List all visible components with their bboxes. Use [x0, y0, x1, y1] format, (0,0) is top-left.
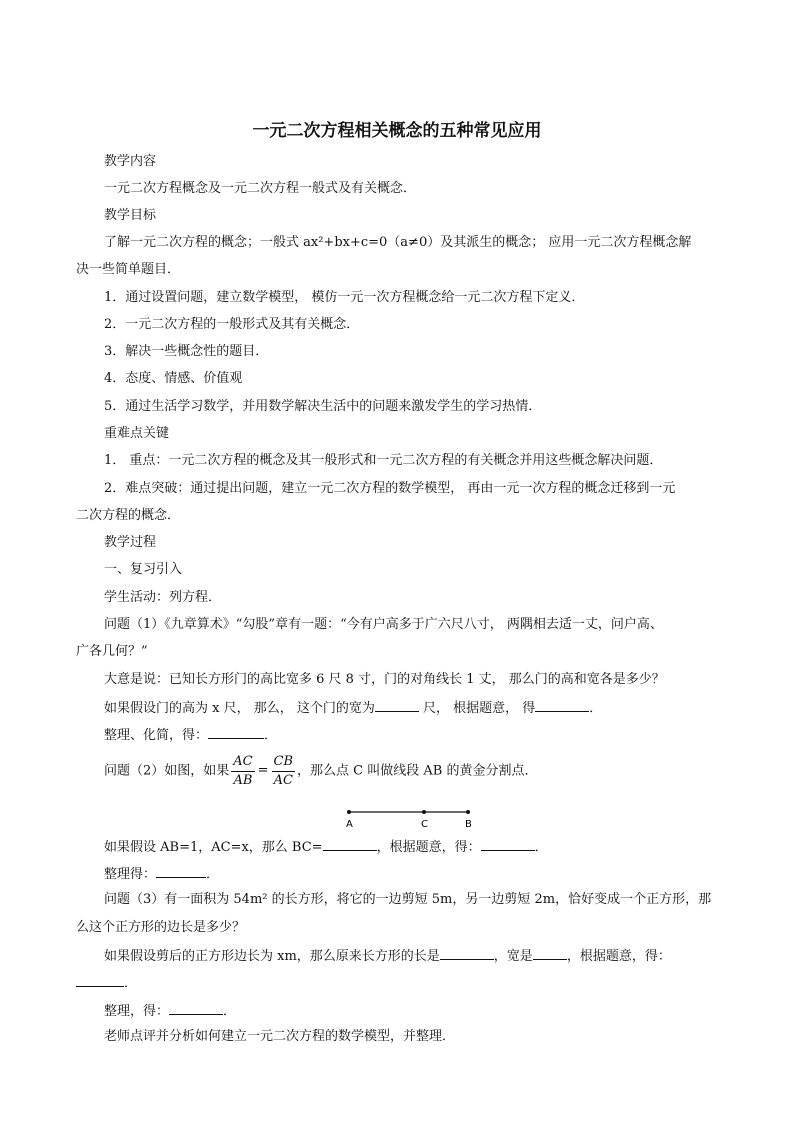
fraction-numerator: CB [272, 753, 296, 772]
paragraph-goal-line2: 决一些简单题目． [76, 262, 181, 277]
fraction-denominator: AB [233, 772, 253, 788]
blank-width [375, 697, 419, 712]
setup-2-end: ． [534, 840, 548, 855]
problem-2-definition: ，那么点 C 叫做线段 AB 的黄金分割点． [297, 763, 538, 779]
problem-3-line1: 问题（3）有一面积为 54m² 的长方形，将它的一边剪短 5m，另一边剪短 2m，恰好变成一个正方形，那 [104, 892, 712, 907]
problem-1-meaning: 大意是说：已知长方形门的高比宽多 6 尺 8 寸，门的对角线长 1 丈， 那么门的高和宽各是多少？ [104, 672, 665, 687]
problem-2-line [104, 752, 537, 791]
goal-item-5: 5．通过生活学习数学，并用数学解决生活中的问题来激发学生的学习热情． [104, 399, 542, 414]
problem-2-text: 问题（2）如图，如果 [104, 763, 230, 779]
teacher-comment: 老师点评并分析如何建立一元二次方程的数学模型，并整理． [104, 1029, 456, 1044]
student-activity: 学生活动：列方程． [104, 590, 222, 605]
fraction-cb-ac [272, 753, 296, 790]
blank-equation [535, 697, 589, 712]
setup-2-text: 如果假设 AB=1，AC=x，那么 BC= [104, 840, 323, 855]
simplify-3-end: ． [223, 1004, 237, 1019]
setup-2-mid: ，根据题意，得： [376, 840, 481, 855]
equals-sign: = [257, 763, 269, 778]
setup-text: 如果假设门的高为 x 尺， 那么， 这个门的宽为 [104, 701, 375, 716]
simplify-2-end: ． [206, 867, 220, 882]
goal-item-3: 3．解决一些概念性的题目． [104, 344, 269, 359]
setup-3-text: 如果假设剪后的正方形边长为 xm，那么原来长方形的长是 [104, 949, 440, 964]
problem-3-line2: 么这个正方形的边长是多少？ [76, 920, 246, 935]
problem-1-setup [104, 697, 602, 719]
problem-3-equation [76, 972, 137, 994]
simplify-text: 整理、化简，得： [104, 728, 209, 743]
blank-equation-2 [481, 836, 535, 851]
goal-item-1: 1．通过设置问题，建立数学模型， 模仿一元一次方程概念给一元二次方程下定义． [104, 290, 585, 305]
section-review: 一、复习引入 [104, 562, 183, 577]
simplify-3-text: 整理，得： [104, 1004, 170, 1019]
paragraph-goal-line1: 了解一元二次方程的概念；一般式 ax²+bx+c=0（a≠0）及其派生的概念； 应用一元二次方程概念解 [104, 235, 692, 250]
problem-3-simplify [104, 1000, 236, 1022]
heading-teaching-content: 教学内容 [104, 154, 157, 169]
segment-figure [340, 804, 480, 830]
point-a-label: A [346, 819, 353, 830]
equation-3-end: ． [124, 976, 138, 991]
problem-2-setup [104, 836, 548, 858]
heading-teaching-goal: 教学目标 [104, 208, 157, 223]
heading-key-points: 重难点关键 [104, 426, 170, 441]
problem-1-line2: 广各几何？” [76, 644, 148, 659]
blank-simplified-3 [169, 1000, 223, 1015]
blank-length [440, 945, 494, 960]
setup-3-mid: ，宽是 [493, 949, 533, 964]
blank-width-3 [533, 945, 567, 960]
simplify-2-text: 整理得： [104, 867, 157, 882]
goal-item-4: 4．态度、情感、价值观 [104, 371, 243, 386]
point-b-dot [466, 810, 470, 814]
goal-item-2: 2．一元二次方程的一般形式及其有关概念． [104, 317, 360, 332]
key-point-2-line1: 2．难点突破：通过提出问题，建立一元二次方程的数学模型， 再由一元一次方程的概念迁移到一元 [104, 481, 676, 496]
fraction-ac-ab [231, 753, 254, 790]
point-a-dot [347, 810, 351, 814]
point-c-dot [422, 810, 426, 814]
paragraph-content: 一元二次方程概念及一元二次方程一般式及有关概念． [104, 181, 417, 196]
simplify-end: ． [264, 728, 278, 743]
blank-bc [323, 836, 377, 851]
problem-2-simplify [104, 863, 219, 885]
heading-teaching-process: 教学过程 [104, 535, 157, 550]
problem-1-simplify [104, 724, 277, 746]
setup-text-mid: 尺， 根据题意， 得 [418, 701, 536, 716]
blank-simplified [208, 724, 264, 739]
problem-1-line1: 问题（1）《九章算术》“勾股”章有一题：“今有户高多于广六尺八寸， 两隅相去适一丈，问户高、 [104, 617, 663, 632]
setup-3-end: ，根据题意，得： [566, 949, 671, 964]
fraction-denominator: AC [273, 772, 293, 788]
key-point-1: 1． 重点：一元二次方程的概念及其一般形式和一元二次方程的有关概念并用这些概念解决问题． [104, 453, 663, 468]
point-b-label: B [465, 819, 472, 830]
blank-simplified-2 [156, 863, 206, 878]
page-title: 一元二次方程相关概念的五种常见应用 [252, 121, 542, 141]
blank-equation-3 [76, 972, 124, 987]
problem-3-setup [104, 945, 671, 967]
point-c-label: C [421, 819, 428, 830]
setup-end: ． [589, 701, 603, 716]
fraction-numerator: AC [231, 753, 254, 772]
key-point-2-line2: 二次方程的概念． [76, 508, 181, 523]
